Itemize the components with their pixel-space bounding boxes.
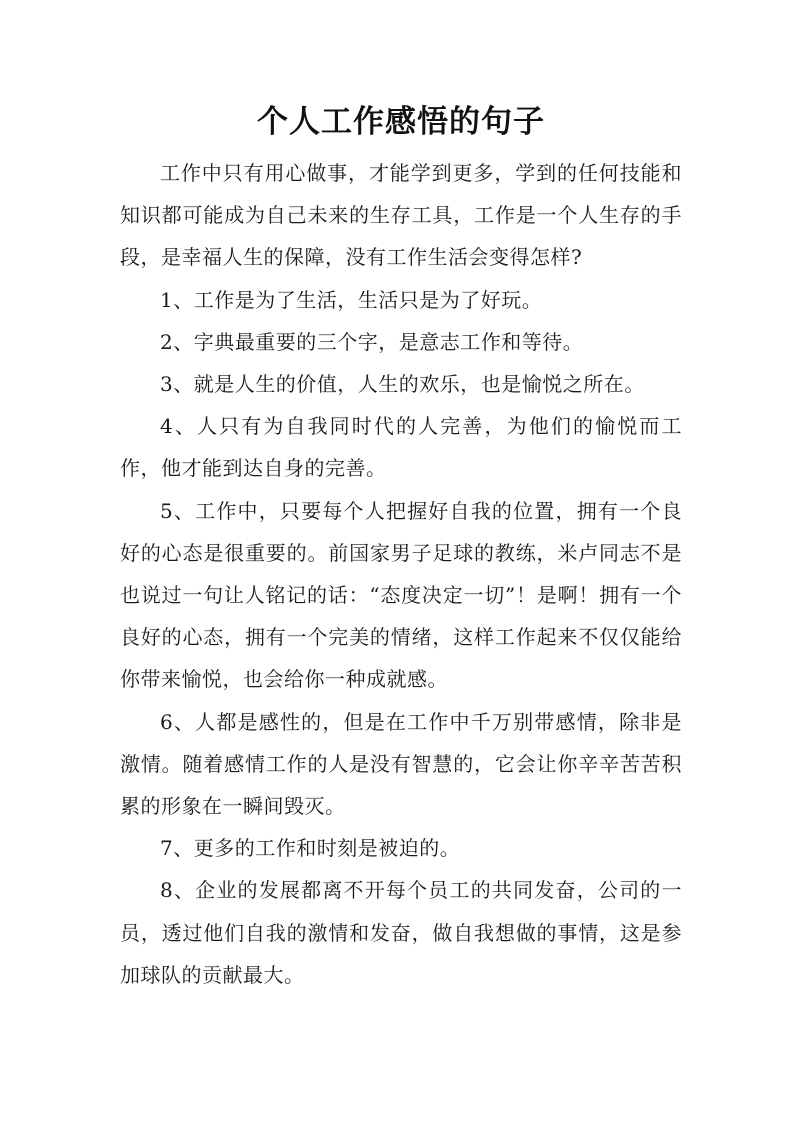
quote-item-5: 5、工作中，只要每个人把握好自我的位置，拥有一个良好的心态是很重要的。前国家男子足球的教练，米卢同志不是也说过一句让人铭记的话：“态度决定一切”！是啊！拥有一个良好的心态，拥有一个完美的情绪，这样工作起来不仅仅能给你带来愉悦，也会给你一种成就感。 <box>120 498 682 692</box>
quote-item-8: 8、企业的发展都离不开每个员工的共同发奋，公司的一员，透过他们自我的激情和发奋，做自我想做的事情，这是参加球队的贡献最大。 <box>120 878 682 987</box>
quote-item-3: 3、就是人生的价值，人生的欢乐，也是愉悦之所在。 <box>160 372 645 397</box>
document-body <box>120 152 682 996</box>
quote-item-7: 7、更多的工作和时刻是被迫的。 <box>160 836 461 861</box>
document-title: 个人工作感悟的句子 <box>257 104 545 140</box>
intro-paragraph: 工作中只有用心做事，才能学到更多，学到的任何技能和知识都可能成为自己未来的生存工具，工作是一个人生存的手段，是幸福人生的保障，没有工作生活会变得怎样? <box>120 161 682 270</box>
quote-item-6: 6、人都是感性的，但是在工作中千万别带感情，除非是激情。随着感情工作的人是没有智慧的，它会让你辛辛苦苦积累的形象在一瞬间毁灭。 <box>120 709 682 819</box>
quote-item-1: 1、工作是为了生活，生活只是为了好玩。 <box>160 287 543 312</box>
quote-item-2: 2、字典最重要的三个字，是意志工作和等待。 <box>160 329 584 354</box>
quote-item-4: 4、人只有为自我同时代的人完善，为他们的愉悦而工作，他才能到达自身的完善。 <box>120 414 682 481</box>
